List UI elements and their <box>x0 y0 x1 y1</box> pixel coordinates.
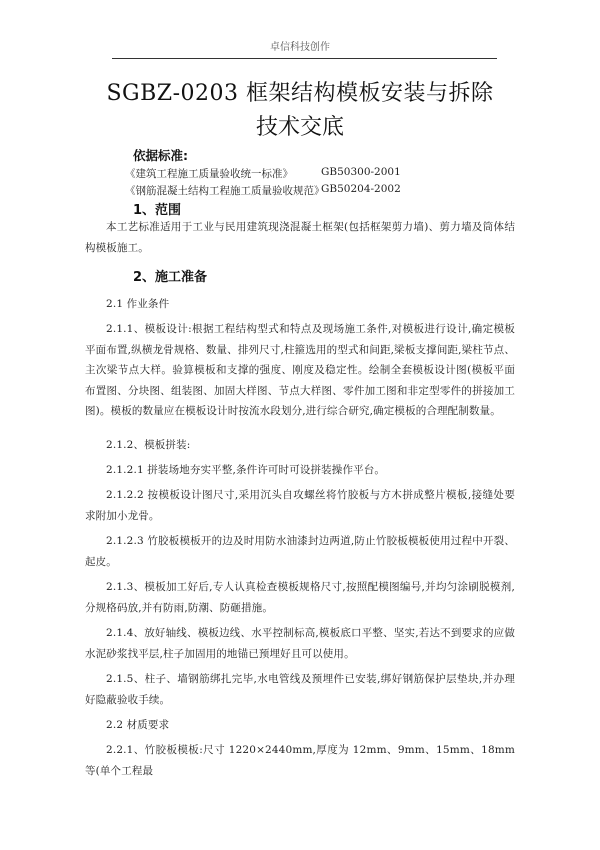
section-heading-preparation: 2、施工准备 <box>133 270 208 285</box>
paragraph-2-1-2-1: 2.1.2.1 拼装场地夯实平整,条件许可时可设拼装操作平台。 <box>106 464 386 476</box>
standard-code: GB50300-2001 <box>321 166 401 178</box>
section-heading-scope: 1、范围 <box>133 203 182 218</box>
paragraph-2-1-3: 2.1.3、模板加工好后,专人认真检查模板规格尺寸,按照配模图编号,并均匀涂刷脱模剂,分规格码放,并有防雨,防潮、防砸措施。 <box>85 581 515 614</box>
standard-name: 《建筑工程施工质量验收统一标准》 <box>125 168 293 180</box>
paragraph-2-1-1: 2.1.1、模板设计:根据工程结构型式和特点及现场施工条件,对模板进行设计,确定模板平面布置,纵横龙骨规格、数量、排列尺寸,柱箍选用的型式和间距,梁板支撑间距,梁柱节点、主次梁节点大样。验算模板和支撑的强度、刚度及稳定性。绘制全套模板设计图(模板平面布置图、分块图、组装图、加固大样图、节点大样图、零件加工图和非定型零件的拼接加工图)。模板的数量应在模板设计时按流水段划分,进行综合研究,确定模板的合理配制数量。 <box>85 323 515 417</box>
paragraph-2-1-5: 2.1.5、柱子、墙钢筋绑扎完毕,水电管线及预埋件已安装,绑好钢筋保护层垫块,并办理好隐蔽验收手续。 <box>85 673 515 706</box>
paragraph-2-1-2: 2.1.2、模板拼装: <box>106 439 191 451</box>
standard-name: 《钢筋混凝土结构工程施工质量验收规范》 <box>125 185 325 197</box>
basis-heading: 依据标准: <box>133 148 188 163</box>
document-subtitle: 技术交底 <box>255 115 344 140</box>
paragraph-2-1-2-2: 2.1.2.2 按模板设计图尺寸,采用沉头自攻螺丝将竹胶板与方木拼成整片模板,接缝处要求附加小龙骨。 <box>85 489 515 522</box>
standard-code: GB50204-2002 <box>321 183 401 195</box>
paragraph-2-1-2-3: 2.1.2.3 竹胶板模板开的边及时用防水油漆封边两道,防止竹胶板模板使用过程中开裂、起皮。 <box>85 535 515 568</box>
paragraph-2-2: 2.2 材质要求 <box>106 719 170 731</box>
document-title: SGBZ-0203 框架结构模板安装与拆除 <box>106 81 494 106</box>
scope-paragraph: 本工艺标准适用于工业与民用建筑现浇混凝土框架(包括框架剪力墙)、剪力墙及筒体结构模板施工。 <box>85 221 515 254</box>
paragraph-2-2-1: 2.2.1、竹胶板模板:尺寸 1220×2440mm,厚度为 12mm、9mm、15mm、18mm 等(单个工程最 <box>85 744 515 777</box>
page-header: 卓信科技创作 <box>270 42 330 53</box>
standard-row <box>125 166 401 181</box>
paragraph-2-1-4: 2.1.4、放好轴线、模板边线、水平控制标高,模板底口平整、坚实,若达不到要求的应做水泥砂浆找平层,柱子加固用的地锚已预埋好且可以使用。 <box>85 627 515 660</box>
header-rule <box>112 58 497 59</box>
paragraph-2-1: 2.1 作业条件 <box>106 298 170 310</box>
standard-row <box>125 183 401 198</box>
